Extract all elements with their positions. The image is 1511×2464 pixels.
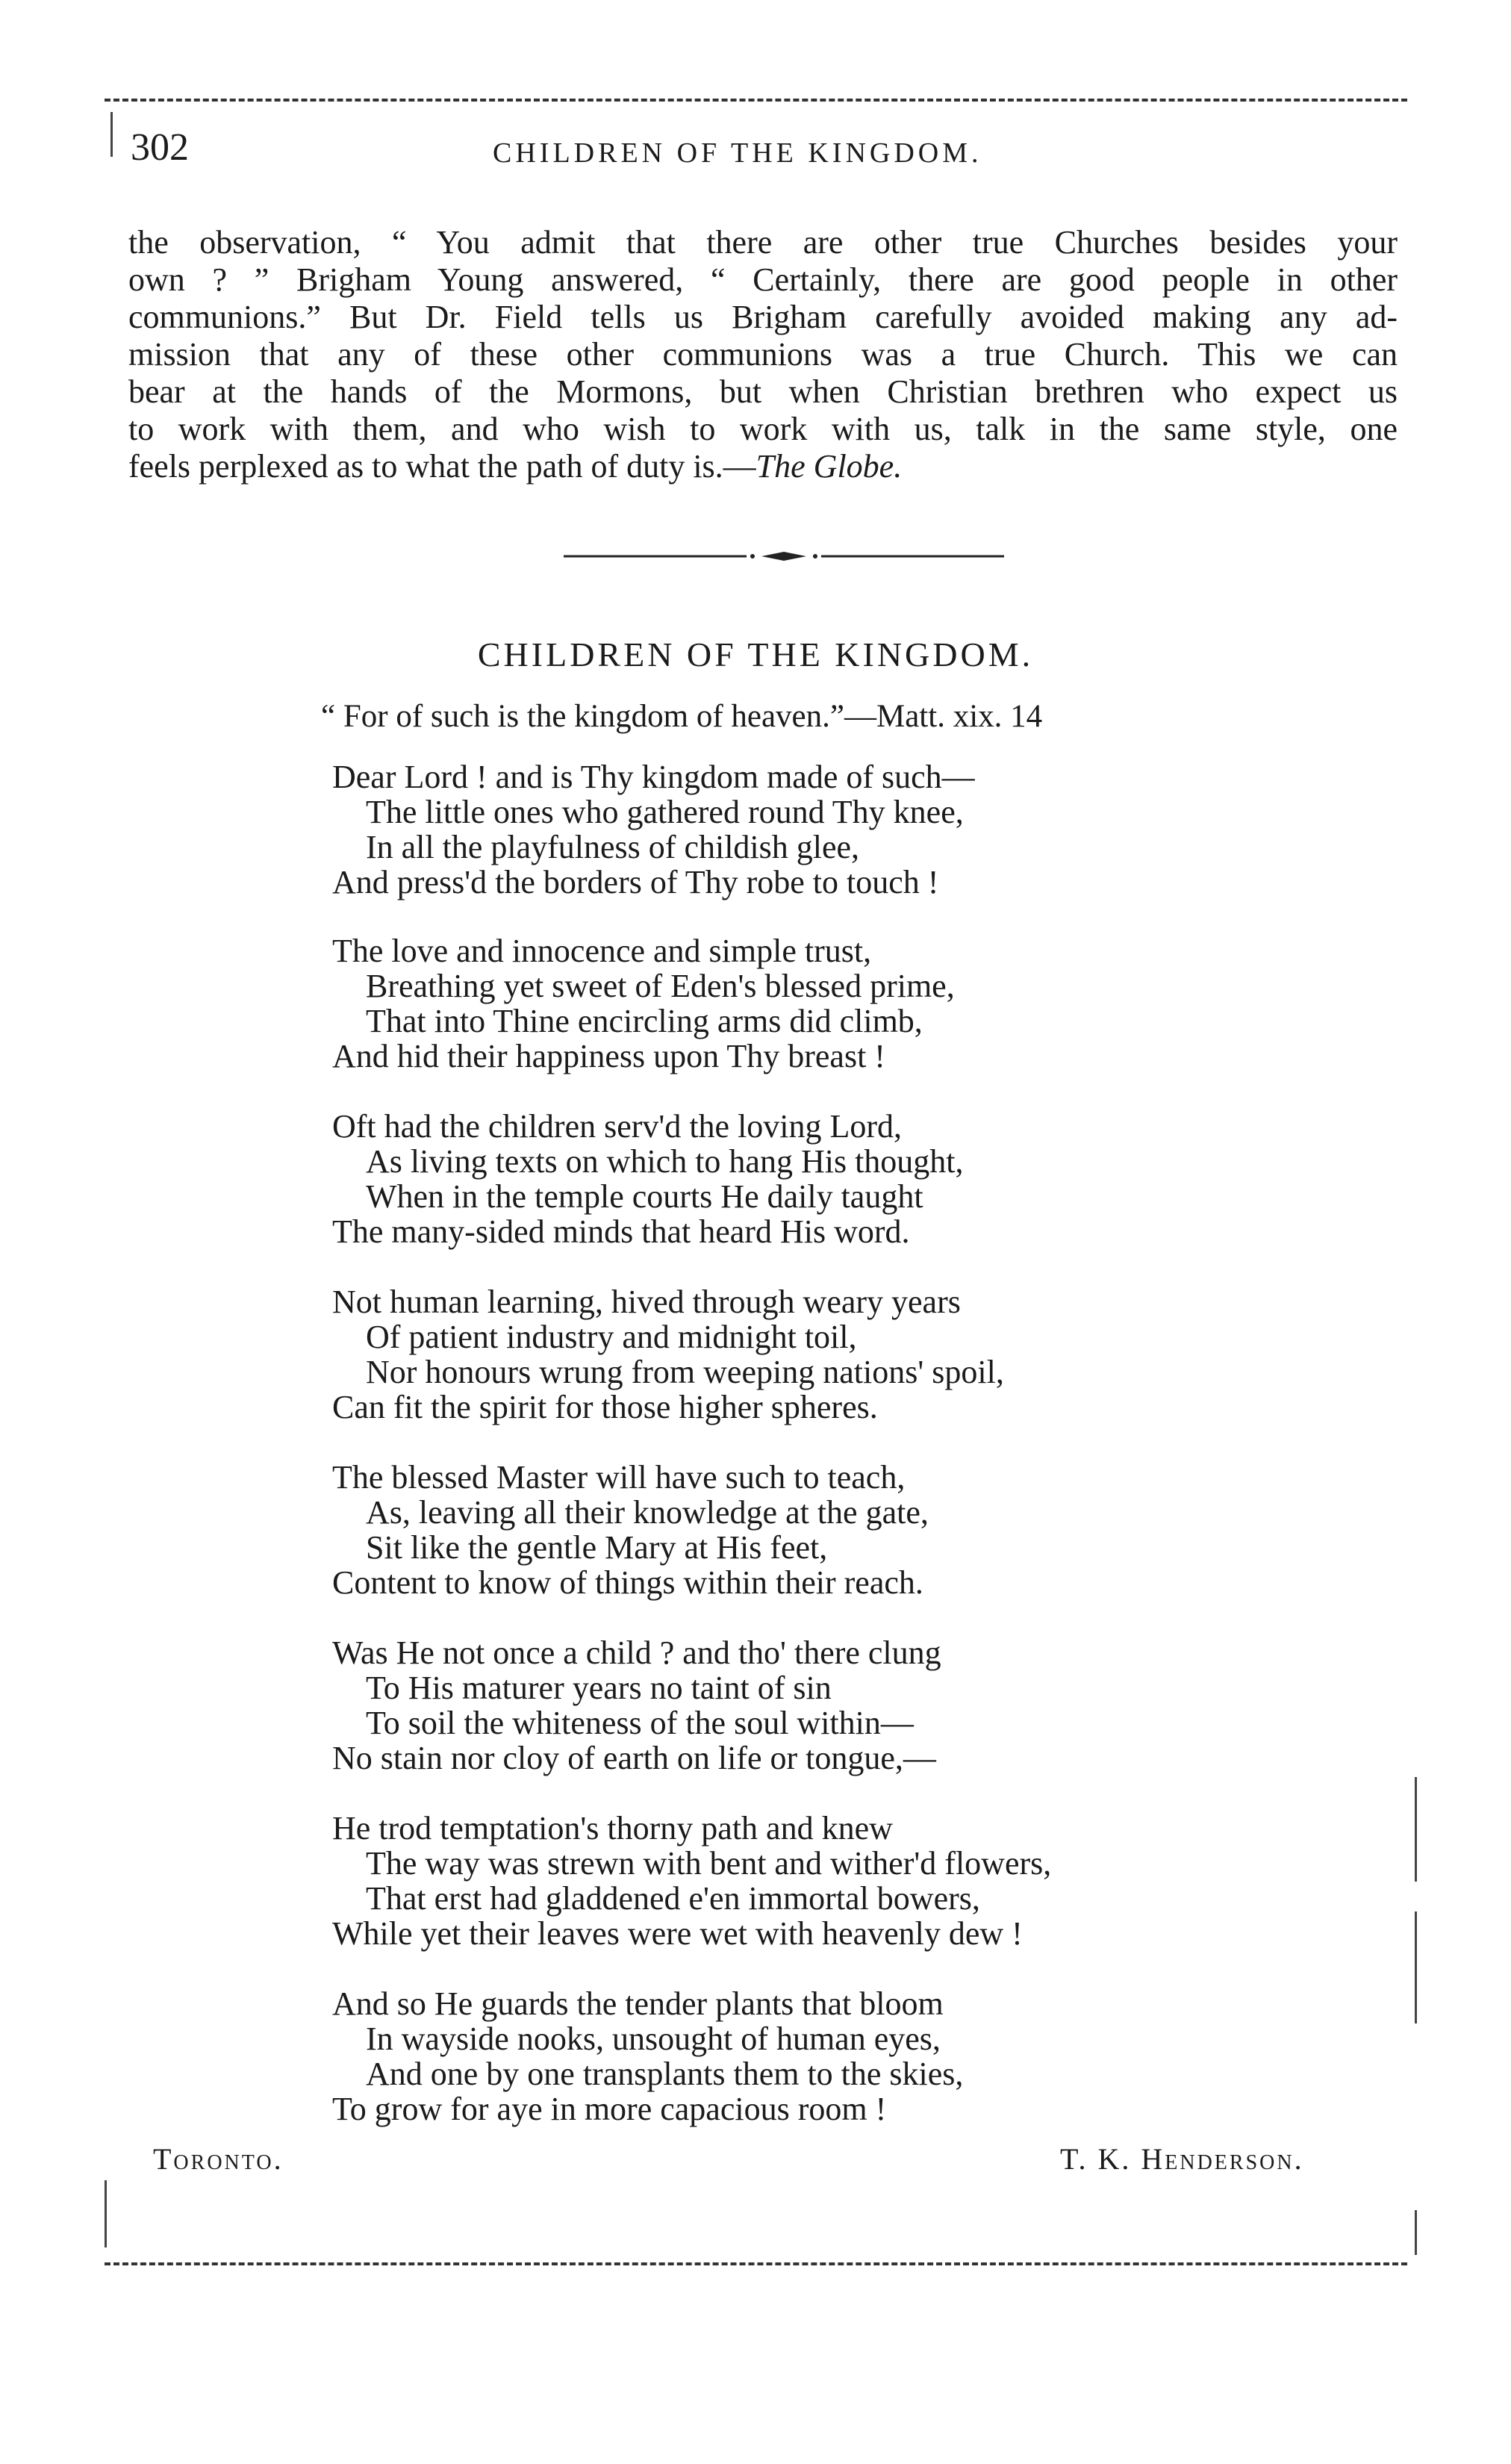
bottom-rule (105, 2262, 1407, 2265)
poem-line: To soil the whiteness of the soul within— (366, 1705, 914, 1741)
stanza-7 (332, 1811, 1051, 1951)
prose-line: bear at the hands of the Mormons, but when Christian brethren who expect us (128, 373, 1398, 410)
left-margin-mark (110, 112, 113, 157)
poem-line: The blessed Master will have such to teach, (332, 1459, 906, 1496)
prose-source: The Globe. (756, 448, 903, 485)
stanza-3 (332, 1109, 964, 1249)
poem-line: In all the playfulness of childish glee, (366, 829, 860, 865)
poem-line: The love and innocence and simple trust, (332, 933, 872, 969)
prose-paragraph (128, 224, 1398, 485)
poem-line: In wayside nooks, unsought of human eyes, (366, 2020, 941, 2057)
running-head: CHILDREN OF THE KINGDOM. (493, 137, 982, 169)
poem-epigraph: “ For of such is the kingdom of heaven.”—Matt. xix. 14 (321, 699, 1043, 734)
poem-line: While yet their leaves were wet with heavenly dew ! (332, 1915, 1023, 1952)
poem-author: T. K. Henderson. (1060, 2142, 1304, 2176)
poem-line: Content to know of things within their reach. (332, 1564, 923, 1601)
poem-title: CHILDREN OF THE KINGDOM. (477, 635, 1034, 673)
poem-line: As living texts on which to hang His thought, (366, 1143, 964, 1180)
prose-line: own ? ” Brigham Young answered, “ Certainly, there are good people in other (128, 261, 1398, 298)
poem-line: The little ones who gathered round Thy knee, (366, 794, 964, 830)
poem-line: As, leaving all their knowledge at the gate, (366, 1494, 929, 1531)
section-divider-ornament (560, 545, 1008, 567)
stanza-8 (332, 1986, 963, 2127)
stanza-1 (332, 759, 975, 900)
left-margin-mark (105, 2180, 107, 2247)
right-margin-mark (1415, 1911, 1417, 2023)
stanza-6 (332, 1635, 941, 1776)
poem-line: To grow for aye in more capacious room ! (332, 2091, 887, 2127)
poem-line: And press'd the borders of Thy robe to touch ! (332, 864, 939, 900)
poem-line: Breathing yet sweet of Eden's blessed prime, (366, 968, 955, 1004)
poem-line: He trod temptation's thorny path and knew (332, 1810, 893, 1847)
page-number: 302 (131, 126, 189, 169)
poem-line: Of patient industry and midnight toil, (366, 1319, 857, 1355)
stanza-5 (332, 1460, 929, 1600)
prose-line: the observation, “ You admit that there are other true Churches besides your (128, 224, 1398, 261)
poem-line: Can fit the spirit for those higher spheres. (332, 1389, 878, 1425)
poem-line: The many-sided minds that heard His word. (332, 1213, 910, 1250)
stanza-4 (332, 1284, 1004, 1425)
prose-line: communions.” But Dr. Field tells us Brigham carefully avoided making any ad- (128, 299, 1398, 335)
poem-line: And so He guards the tender plants that bloom (332, 1985, 944, 2022)
right-margin-mark (1415, 2210, 1417, 2255)
poem-line: That into Thine encircling arms did climb, (366, 1003, 923, 1039)
prose-line-text: feels perplexed as to what the path of duty is.— (128, 448, 756, 485)
poem-line: That erst had gladdened e'en immortal bowers, (366, 1880, 980, 1917)
top-rule (105, 99, 1407, 102)
prose-line-final (128, 448, 1398, 485)
poem-line: Sit like the gentle Mary at His feet, (366, 1529, 828, 1566)
prose-line: to work with them, and who wish to work with us, talk in the same style, one (128, 411, 1398, 447)
poem-line: The way was strewn with bent and wither'd flowers, (366, 1845, 1052, 1882)
poem-line: Was He not once a child ? and tho' there clung (332, 1634, 941, 1671)
poem-line: Not human learning, hived through weary years (332, 1284, 961, 1320)
poem-line: And hid their happiness upon Thy breast ! (332, 1038, 885, 1074)
poem-line: Nor honours wrung from weeping nations' spoil, (366, 1354, 1004, 1390)
poem-line: To His maturer years no taint of sin (366, 1670, 832, 1706)
prose-line: mission that any of these other communions was a true Church. This we can (128, 336, 1398, 373)
right-margin-mark (1415, 1777, 1417, 1882)
poem-place: Toronto. (153, 2142, 284, 2176)
poem-line: When in the temple courts He daily taught (366, 1178, 923, 1215)
poem-line: Oft had the children serv'd the loving Lord, (332, 1108, 903, 1145)
poem-line: No stain nor cloy of earth on life or tongue,— (332, 1740, 936, 1776)
stanza-2 (332, 933, 955, 1074)
poem-line: Dear Lord ! and is Thy kingdom made of such— (332, 759, 975, 795)
poem-line: And one by one transplants them to the skies, (366, 2056, 964, 2092)
